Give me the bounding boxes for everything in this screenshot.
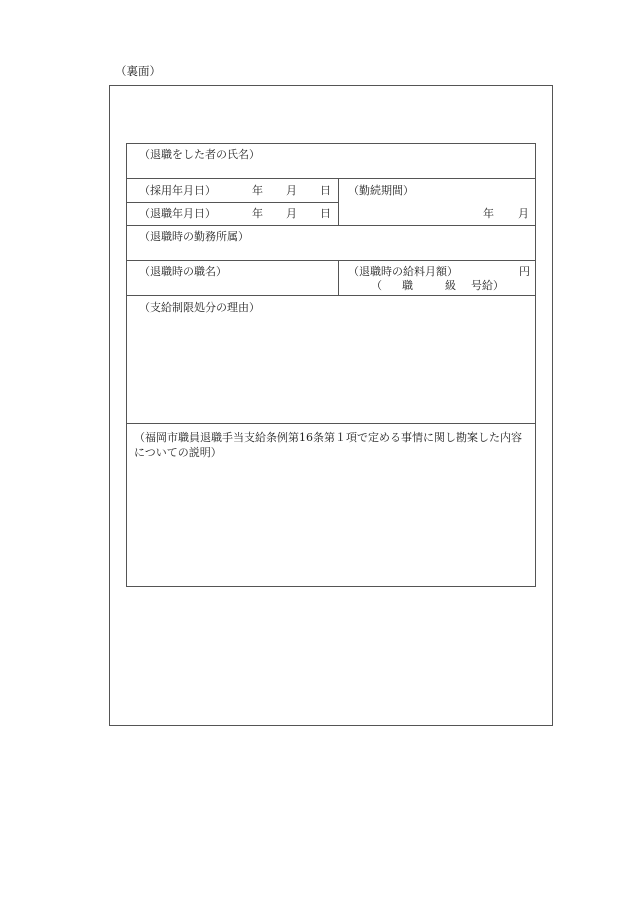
position-label: （退職時の職名） — [139, 265, 227, 278]
row-divider — [127, 423, 535, 424]
retire-date-day-unit: 日 — [320, 207, 331, 220]
grade-open-paren: （ — [371, 279, 382, 292]
explanation-label: （福岡市職員退職手当支給条例第16条第１項で定める事情に関し勘案した内容についての説明） — [134, 431, 522, 459]
grade-step-unit: 号給） — [471, 279, 504, 292]
grade-job-unit: 職 — [402, 279, 413, 292]
salary-label: （退職時の給料月額） — [348, 265, 458, 278]
hire-date-day-unit: 日 — [320, 184, 331, 197]
row-divider — [127, 178, 535, 179]
department-label: （退職時の勤務所属） — [139, 230, 249, 243]
hire-date-label: （採用年月日） — [139, 184, 216, 197]
page-side-label: （裏面） — [115, 64, 161, 78]
retire-date-label: （退職年月日） — [139, 207, 216, 220]
yen-unit: 円 — [519, 265, 530, 278]
retirement-form-table — [126, 143, 536, 587]
service-period-label: （勤続期間） — [348, 184, 414, 197]
row-divider — [127, 260, 535, 261]
grade-class-unit: 級 — [445, 279, 456, 292]
service-period-month-unit: 月 — [518, 207, 529, 220]
column-divider — [338, 260, 339, 295]
column-divider — [338, 178, 339, 225]
hire-date-year-unit: 年 — [252, 184, 263, 197]
row-divider — [127, 295, 535, 296]
row-divider — [127, 225, 535, 226]
retire-date-year-unit: 年 — [252, 207, 263, 220]
hire-date-month-unit: 月 — [286, 184, 297, 197]
retiree-name-label: （退職をした者の氏名） — [139, 148, 260, 161]
restriction-reason-label: （支給制限処分の理由） — [139, 301, 260, 314]
service-period-year-unit: 年 — [483, 207, 494, 220]
row-divider — [127, 202, 338, 203]
retire-date-month-unit: 月 — [286, 207, 297, 220]
